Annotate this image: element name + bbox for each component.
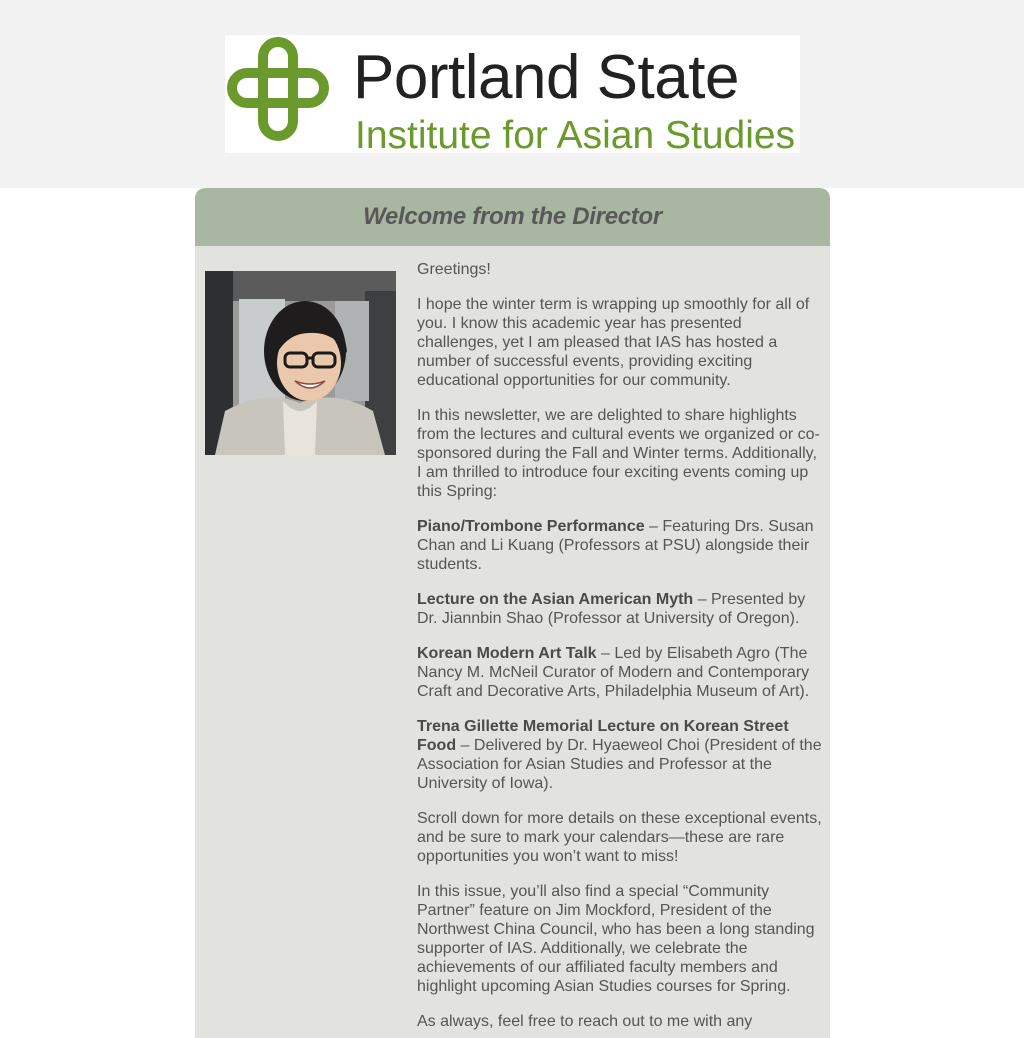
paragraph-highlights: In this newsletter, we are delighted to share highlights from the lectures and cultural events we organized or co-sponsored during the Fall and Winter terms. Additionally, I am thrilled to introduce four exciting events coming up this Spring:	[417, 407, 820, 500]
header-band	[0, 0, 1024, 188]
portrait-illustration	[205, 271, 396, 455]
greeting: Greetings!	[417, 261, 491, 278]
event-description: – Presented by Dr. Jiannbin Shao (Professor at University of Oregon).	[417, 591, 806, 627]
paragraph-community-partner: In this issue, you’ll also find a special “Community Partner” feature on Jim Mockford, President of the Northwest China Council, who has been a long standing supporter of IAS. Additionally, we celebrate the achievements of our affiliated faculty members and highlight upcoming Asian Studies courses for Spring.	[417, 883, 815, 995]
section-title: Welcome from the Director	[363, 203, 662, 230]
event-title: Trena Gillette Memorial Lecture on Korean Street Food	[417, 718, 789, 754]
event-description: – Delivered by Dr. Hyaeweol Choi (President of the Association for Asian Studies and Professor at the University of Iowa).	[417, 737, 822, 792]
event-item	[417, 590, 823, 628]
paragraph-intro: I hope the winter term is wrapping up smoothly for all of you. I know this academic year has presented challenges, yet I am pleased that IAS has hosted a number of successful events, providing exciting educational opportunities for our community.	[417, 296, 810, 389]
event-description: – Led by Elisabeth Agro (The Nancy M. McNeil Curator of Modern and Contemporary Craft and Decorative Arts, Philadelphia Museum of Art).	[417, 645, 810, 700]
logo-wordmark: Portland State	[353, 43, 739, 112]
event-title: Piano/Trombone Performance	[417, 518, 645, 535]
psu-knot-logo-icon	[225, 35, 331, 143]
logo-subtitle: Institute for Asian Studies	[355, 114, 796, 157]
event-item	[417, 517, 823, 574]
event-title: Korean Modern Art Talk	[417, 645, 597, 662]
logo[interactable]	[225, 35, 800, 157]
event-title: Lecture on the Asian American Myth	[417, 591, 694, 608]
paragraph-scroll-down: Scroll down for more details on these exceptional events, and be sure to mark your calendars—these are rare opportunities you won’t want to miss!	[417, 810, 822, 865]
welcome-letter	[417, 260, 823, 1038]
event-item	[417, 717, 823, 793]
paragraph-closing: As always, feel free to reach out to me with any	[417, 1013, 753, 1030]
event-description: – Featuring Drs. Susan Chan and Li Kuang (Professors at PSU) alongside their students.	[417, 518, 814, 573]
director-portrait-image	[205, 271, 396, 455]
card-header	[195, 188, 830, 246]
event-item	[417, 644, 823, 701]
director-welcome-card	[195, 188, 830, 1038]
